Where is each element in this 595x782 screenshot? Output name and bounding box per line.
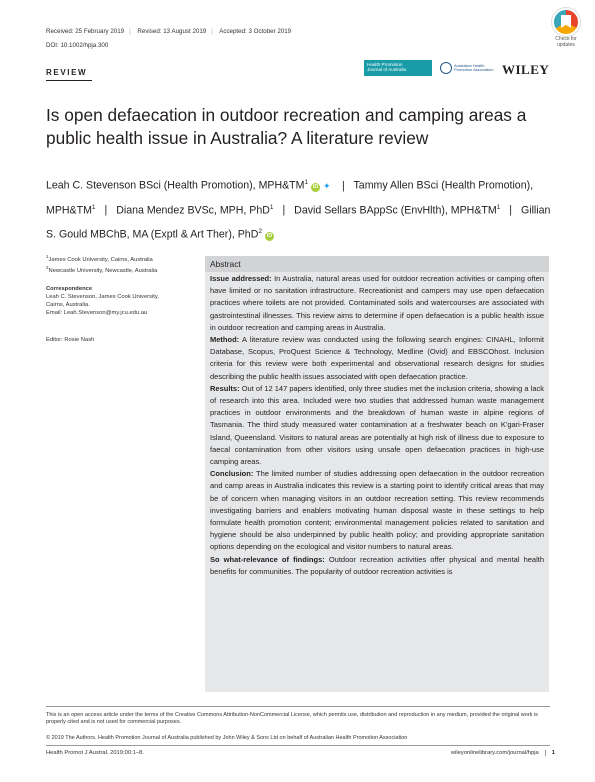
- abstract-body: [210, 273, 544, 578]
- copyright-text: © 2019 The Authors. Health Promotion Journal of Australia published by John Wiley & Sons Ltd on behalf of Australian Health Promotion Association: [46, 735, 408, 741]
- orcid-icon[interactable]: iD: [312, 183, 319, 190]
- doi[interactable]: DOI: 10.1002/hpja.300: [46, 42, 109, 49]
- crossmark-icon: [552, 8, 580, 36]
- journal-url[interactable]: wileyonlinelibrary.com/journal/hpja: [450, 750, 539, 756]
- ahpa-logo-line-2: Promotion Association: [454, 67, 494, 72]
- author-name: Leah C. Stevenson BSci (Health Promotion), MPH&TM: [46, 179, 305, 192]
- article-title: Is open defaecation in outdoor recreation and camping areas a public health issue in Australia? A literature review: [46, 105, 527, 148]
- twitter-icon[interactable]: ✦: [323, 180, 331, 191]
- abstract-section: Issue addressed: In Australia, natural areas used for outdoor recreation activities or camping often have limited or no sanitation infrastructure. Recreationist and campers may use open defaecation practices where toilets are not provided. Contaminated soils and watercourses are associated with gastrointestinal illnesses. This review aims to determine if open defaecation is a public health issue in outdoor recreation and camping areas in Australia.: [210, 274, 544, 332]
- author-affiliation-sup: 2: [258, 228, 262, 236]
- author-separator: |: [282, 204, 286, 217]
- journal-website: [451, 750, 555, 756]
- author-name: David Sellars BAppSc (EnvHlth), MPH&TM: [294, 204, 497, 217]
- footer-divider: [46, 706, 550, 707]
- publication-dates: Received: 25 February 2019 | Revised: 13 August 2019 | Accepted: 3 October 2019: [46, 28, 292, 35]
- author-affiliation-sup: 1: [269, 203, 274, 211]
- received-date: Received: 25 February 2019: [46, 28, 125, 35]
- footer-bottom-divider: [46, 745, 550, 746]
- correspondence-line: Cairns, Australia.: [46, 302, 90, 308]
- page-number: 1: [545, 750, 555, 756]
- correspondence: [46, 285, 196, 317]
- author-name: Gillian S. Gould MBChB, MA (Exptl & Art Ther), PhD: [46, 204, 551, 241]
- author-list: [46, 172, 554, 246]
- abstract-section: So what-relevance of findings: Outdoor recreation activities offer physical and mental health benefits for communities. The popularity of outdoor recreation activities is: [210, 554, 544, 576]
- abstract-section: Results: Out of 12 147 papers identified, only three studies met the inclusion criteria, showing a lack of research into this area. Included were two studies that addressed human waste management practices in outdoor environments and the breakdown of human waste in alpine regions of Tasmania. The third study measured water contamination at a freshwater beach on K'gari-Fraser Island, Queensland. Visitors to natural areas are potentially at high risk of illness due to exposure to faecal contamination from other visitors using unsafe open defaecation practices in high-use camping areas.: [210, 383, 544, 467]
- ahpa-logo: [440, 60, 495, 76]
- affiliations: [46, 253, 196, 275]
- hpja-logo-line-1: Health Promotion: [367, 62, 403, 67]
- correspondence-heading: Correspondence: [46, 286, 93, 292]
- revised-date: Revised: 13 August 2019: [137, 28, 207, 35]
- author-affiliation-sup: 1: [91, 203, 96, 211]
- publisher-logo: WILEY: [502, 62, 550, 77]
- author-separator: |: [509, 204, 513, 217]
- author-separator: |: [341, 179, 345, 192]
- correspondence-line: Leah C. Stevenson, James Cook University,: [46, 294, 159, 300]
- crossmark-label-1: Check for: [555, 36, 577, 42]
- ahpa-logo-line-1: Australian Health: [454, 62, 485, 68]
- abstract-section: Method: A literature review was conducted using the following search engines: CINAHL, Informit Database, Scopus, ProQuest Science & Technology, Medline (Ovid) and EBSCOhost. Inclusion criteria for this review were both experimental and observational research designs for studies describing the public health issues associated with open defaecation practice.: [210, 335, 544, 381]
- author-separator: |: [104, 204, 108, 217]
- hpja-logo-line-2: Journal of Australia: [367, 67, 407, 73]
- abstract-box: [205, 256, 549, 692]
- affiliation-item: $^1$James Cook University, Cairns, Australia: [46, 254, 153, 263]
- hpja-logo: [364, 60, 432, 76]
- license-text: This is an open access article under the terms of the Creative Commons Attribution-NonCommercial License, which permits use, distribution and reproduction in any medium, provided the original work is properly cited and is not used for commercial purposes.: [46, 712, 538, 726]
- author-affiliation-sup: 1: [496, 203, 501, 211]
- affiliation-item: $^2$Newcastle University, Newcastle, Australia: [46, 264, 158, 274]
- ahpa-logo-icon: [440, 62, 452, 74]
- journal-citation: Health Promot J Austral. 2019;00:1–8.: [46, 750, 144, 756]
- abstract-heading: Abstract: [205, 256, 549, 272]
- abstract-section: Conclusion: The limited number of studies addressing open defaecation in the outdoor recreation and camp areas in Australia indicates this review is a starting point to identify critical areas that may be of concern when managing visitors in an outdoor recreation setting. This review recommends investigating barriers and enablers motivating human disposal waste in these settings to help formulate health promotion content; environmental management policies related to sanitation and hygiene should be also underpinned by public health policy; and providing appropriate sanitation options depending on the ecological and visitor numbers to natural areas.: [210, 469, 544, 552]
- check-for-updates-badge[interactable]: [546, 8, 586, 48]
- section-label: REVIEW: [46, 68, 88, 77]
- author-name: Diana Mendez BVSc, MPH, PhD: [116, 204, 270, 217]
- orcid-icon[interactable]: iD: [266, 232, 273, 239]
- author-affiliation-sup: 1: [304, 179, 309, 186]
- author-name: Tammy Allen BSci (Health Promotion), MPH&TM: [46, 179, 534, 217]
- crossmark-label-2: updates: [557, 41, 575, 48]
- correspondence-email[interactable]: Email: Leah.Stevenson@my.jcu.edu.au: [46, 310, 148, 316]
- accepted-date: Accepted: 3 October 2019: [219, 28, 292, 35]
- editor: Editor: Rosie Nash: [46, 337, 95, 343]
- section-divider: [46, 80, 92, 81]
